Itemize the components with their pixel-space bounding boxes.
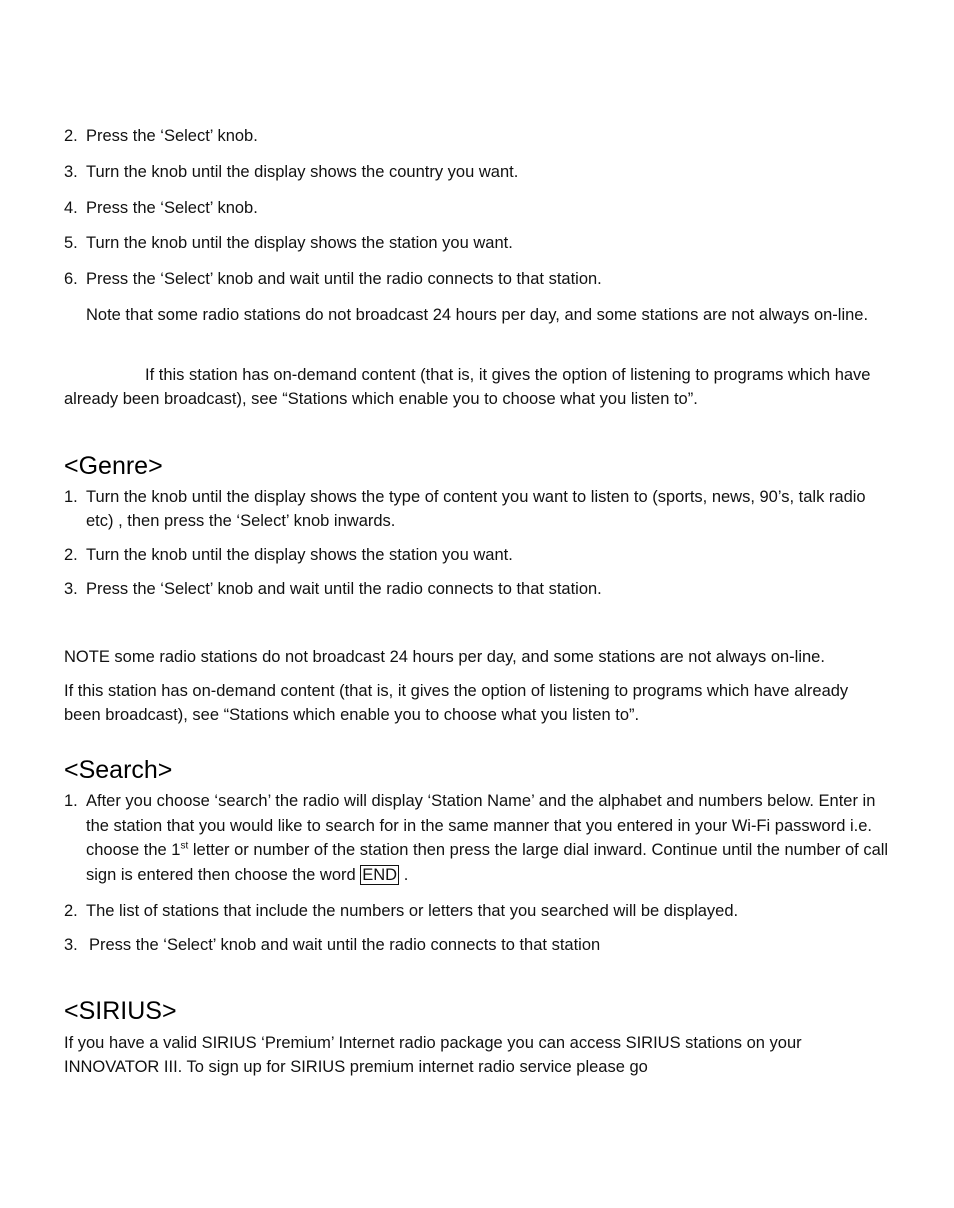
sirius-paragraph: If you have a valid SIRIUS ‘Premium’ Internet radio package you can access SIRIUS stations on your INNOVATOR III. To sign up for SIRIUS premium internet radio service please go — [64, 1034, 802, 1076]
list-number: 2. — [64, 127, 78, 145]
list-number: 6. — [64, 270, 78, 288]
search-item-3 — [64, 933, 894, 957]
list-item-5 — [64, 231, 894, 255]
genre-note: NOTE some radio stations do not broadcast 24 hours per day, and some stations are not always on-line. — [64, 648, 825, 666]
ordinal-suffix: st — [180, 840, 189, 852]
search-item-1-text-c: . — [399, 865, 409, 884]
list-number: 1. — [64, 488, 78, 506]
list-text: The list of stations that include the numbers or letters that you searched will be displayed. — [86, 902, 739, 920]
list-text: Press the ‘Select’ knob and wait until the radio connects to that station. — [86, 270, 602, 288]
list-number: 3. — [64, 163, 78, 181]
list-text: Turn the knob until the display shows the station you want. — [86, 546, 513, 564]
list-item-6 — [64, 267, 894, 291]
list-item-3 — [64, 160, 894, 184]
genre-on-demand-paragraph: If this station has on-demand content (that is, it gives the option of listening to programs which have already been broadcast), see “Stations which enable you to choose what you listen to”. — [64, 682, 849, 724]
list-item-4 — [64, 196, 894, 220]
genre-item-3 — [64, 577, 894, 601]
list-number: 3. — [64, 580, 78, 598]
search-item-1-text-b: letter or number of the station then press the large dial inward. Continue until the number of call sign is entered then choose the word — [86, 841, 889, 884]
list-number: 5. — [64, 234, 78, 252]
genre-item-1 — [64, 485, 894, 533]
search-item-1-text-a: After you choose ‘search’ the radio will display ‘Station Name’ and the alphabet and numbers below. Enter in the station that you would like to search for in the same manner that you entered in your Wi-Fi password i.e. choose the 1 — [86, 792, 876, 860]
search-item-2 — [64, 899, 894, 923]
list-text: Press the ‘Select’ knob and wait until the radio connects to that station — [89, 936, 601, 954]
sirius-heading: <SIRIUS> — [64, 997, 177, 1025]
list-text: Press the ‘Select’ knob. — [86, 127, 258, 145]
note-paragraph: Note that some radio stations do not broadcast 24 hours per day, and some stations are not always on-line. — [86, 306, 869, 324]
on-demand-paragraph: If this station has on-demand content (that is, it gives the option of listening to programs which have already been broadcast), see “Stations which enable you to choose what you listen to”. — [64, 366, 871, 408]
search-item-1 — [64, 789, 894, 887]
list-number: 2. — [64, 546, 78, 564]
genre-heading: <Genre> — [64, 452, 163, 480]
list-text: Turn the knob until the display shows the type of content you want to listen to (sports, news, 90’s, talk radio etc) , then press the ‘Select’ knob inwards. — [86, 488, 866, 530]
end-word-box: END — [362, 865, 398, 884]
list-text — [86, 789, 894, 887]
search-heading: <Search> — [64, 756, 173, 784]
list-text: Turn the knob until the display shows the country you want. — [86, 163, 519, 181]
list-item-2 — [64, 124, 894, 148]
list-text: Press the ‘Select’ knob. — [86, 199, 258, 217]
list-number: 4. — [64, 199, 78, 217]
genre-item-2 — [64, 543, 894, 567]
list-text: Turn the knob until the display shows the station you want. — [86, 234, 513, 252]
list-text: Press the ‘Select’ knob and wait until the radio connects to that station. — [86, 580, 602, 598]
list-number: 2. — [64, 902, 78, 920]
list-number: 1. — [64, 792, 78, 810]
list-number: 3. — [64, 936, 78, 954]
